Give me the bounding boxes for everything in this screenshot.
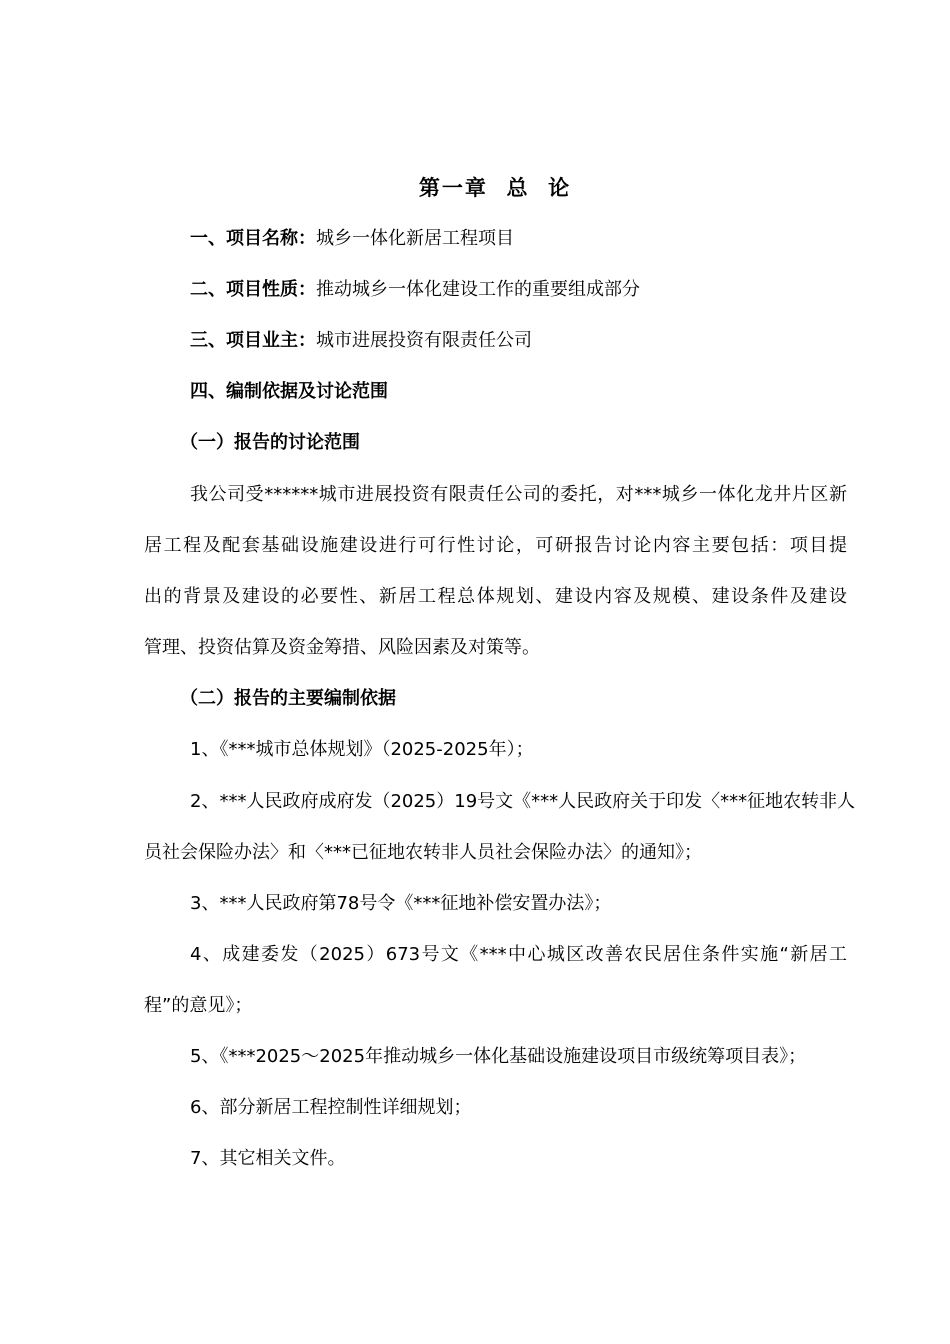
section-value: 推动城乡一体化建设工作的重要组成部分 xyxy=(316,279,640,300)
section-label: 二、项目性质： xyxy=(190,279,316,300)
section-project-owner xyxy=(190,328,532,354)
paragraph-line: 我公司受******城市进展投资有限责任公司的委托，对***城乡一体化龙井片区新 xyxy=(190,484,847,505)
list-item: 2、***人民政府成府发（2025）19号文《***人民政府关于印发〈***征地农转非人 xyxy=(190,791,856,812)
section-project-nature xyxy=(190,277,640,303)
list-item: 1、《***城市总体规划》（2025-2025年）； xyxy=(190,739,534,760)
section-value: 城乡一体化新居工程项目 xyxy=(316,228,514,249)
chapter-title: 第一章 总 论 xyxy=(418,176,572,200)
list-item-continuation: 员社会保险办法〉和〈***已征地农转非人员社会保险办法〉的通知》； xyxy=(144,842,702,863)
list-item: 6、部分新居工程控制性详细规划； xyxy=(190,1097,472,1118)
paragraph-line: 居工程及配套基础设施建设进行可行性讨论，可研报告讨论内容主要包括：项目提 xyxy=(144,535,847,556)
list-item: 5、《***2025～2025年推动城乡一体化基础设施建设项目市级统筹项目表》； xyxy=(190,1046,807,1067)
subsection-heading-basis: （二）报告的主要编制依据 xyxy=(180,688,396,709)
list-item-continuation: 程”的意见》； xyxy=(144,995,253,1016)
section-label: 一、项目名称： xyxy=(190,228,316,249)
paragraph-line: 管理、投资估算及资金筹措、风险因素及对策等。 xyxy=(144,637,540,658)
subsection-heading-scope: （一）报告的讨论范围 xyxy=(180,432,360,453)
list-item: 4、成建委发（2025）673号文《***中心城区改善农民居住条件实施“新居工 xyxy=(190,944,847,965)
section-label: 三、项目业主： xyxy=(190,330,316,351)
section-heading-basis: 四、编制依据及讨论范围 xyxy=(190,381,388,402)
section-project-name xyxy=(190,226,514,252)
list-item: 7、其它相关文件。 xyxy=(190,1148,346,1169)
section-value: 城市进展投资有限责任公司 xyxy=(316,330,532,351)
paragraph-line: 出的背景及建设的必要性、新居工程总体规划、建设内容及规模、建设条件及建设 xyxy=(144,586,847,607)
list-item: 3、***人民政府第78号令《***征地补偿安置办法》； xyxy=(190,893,612,914)
